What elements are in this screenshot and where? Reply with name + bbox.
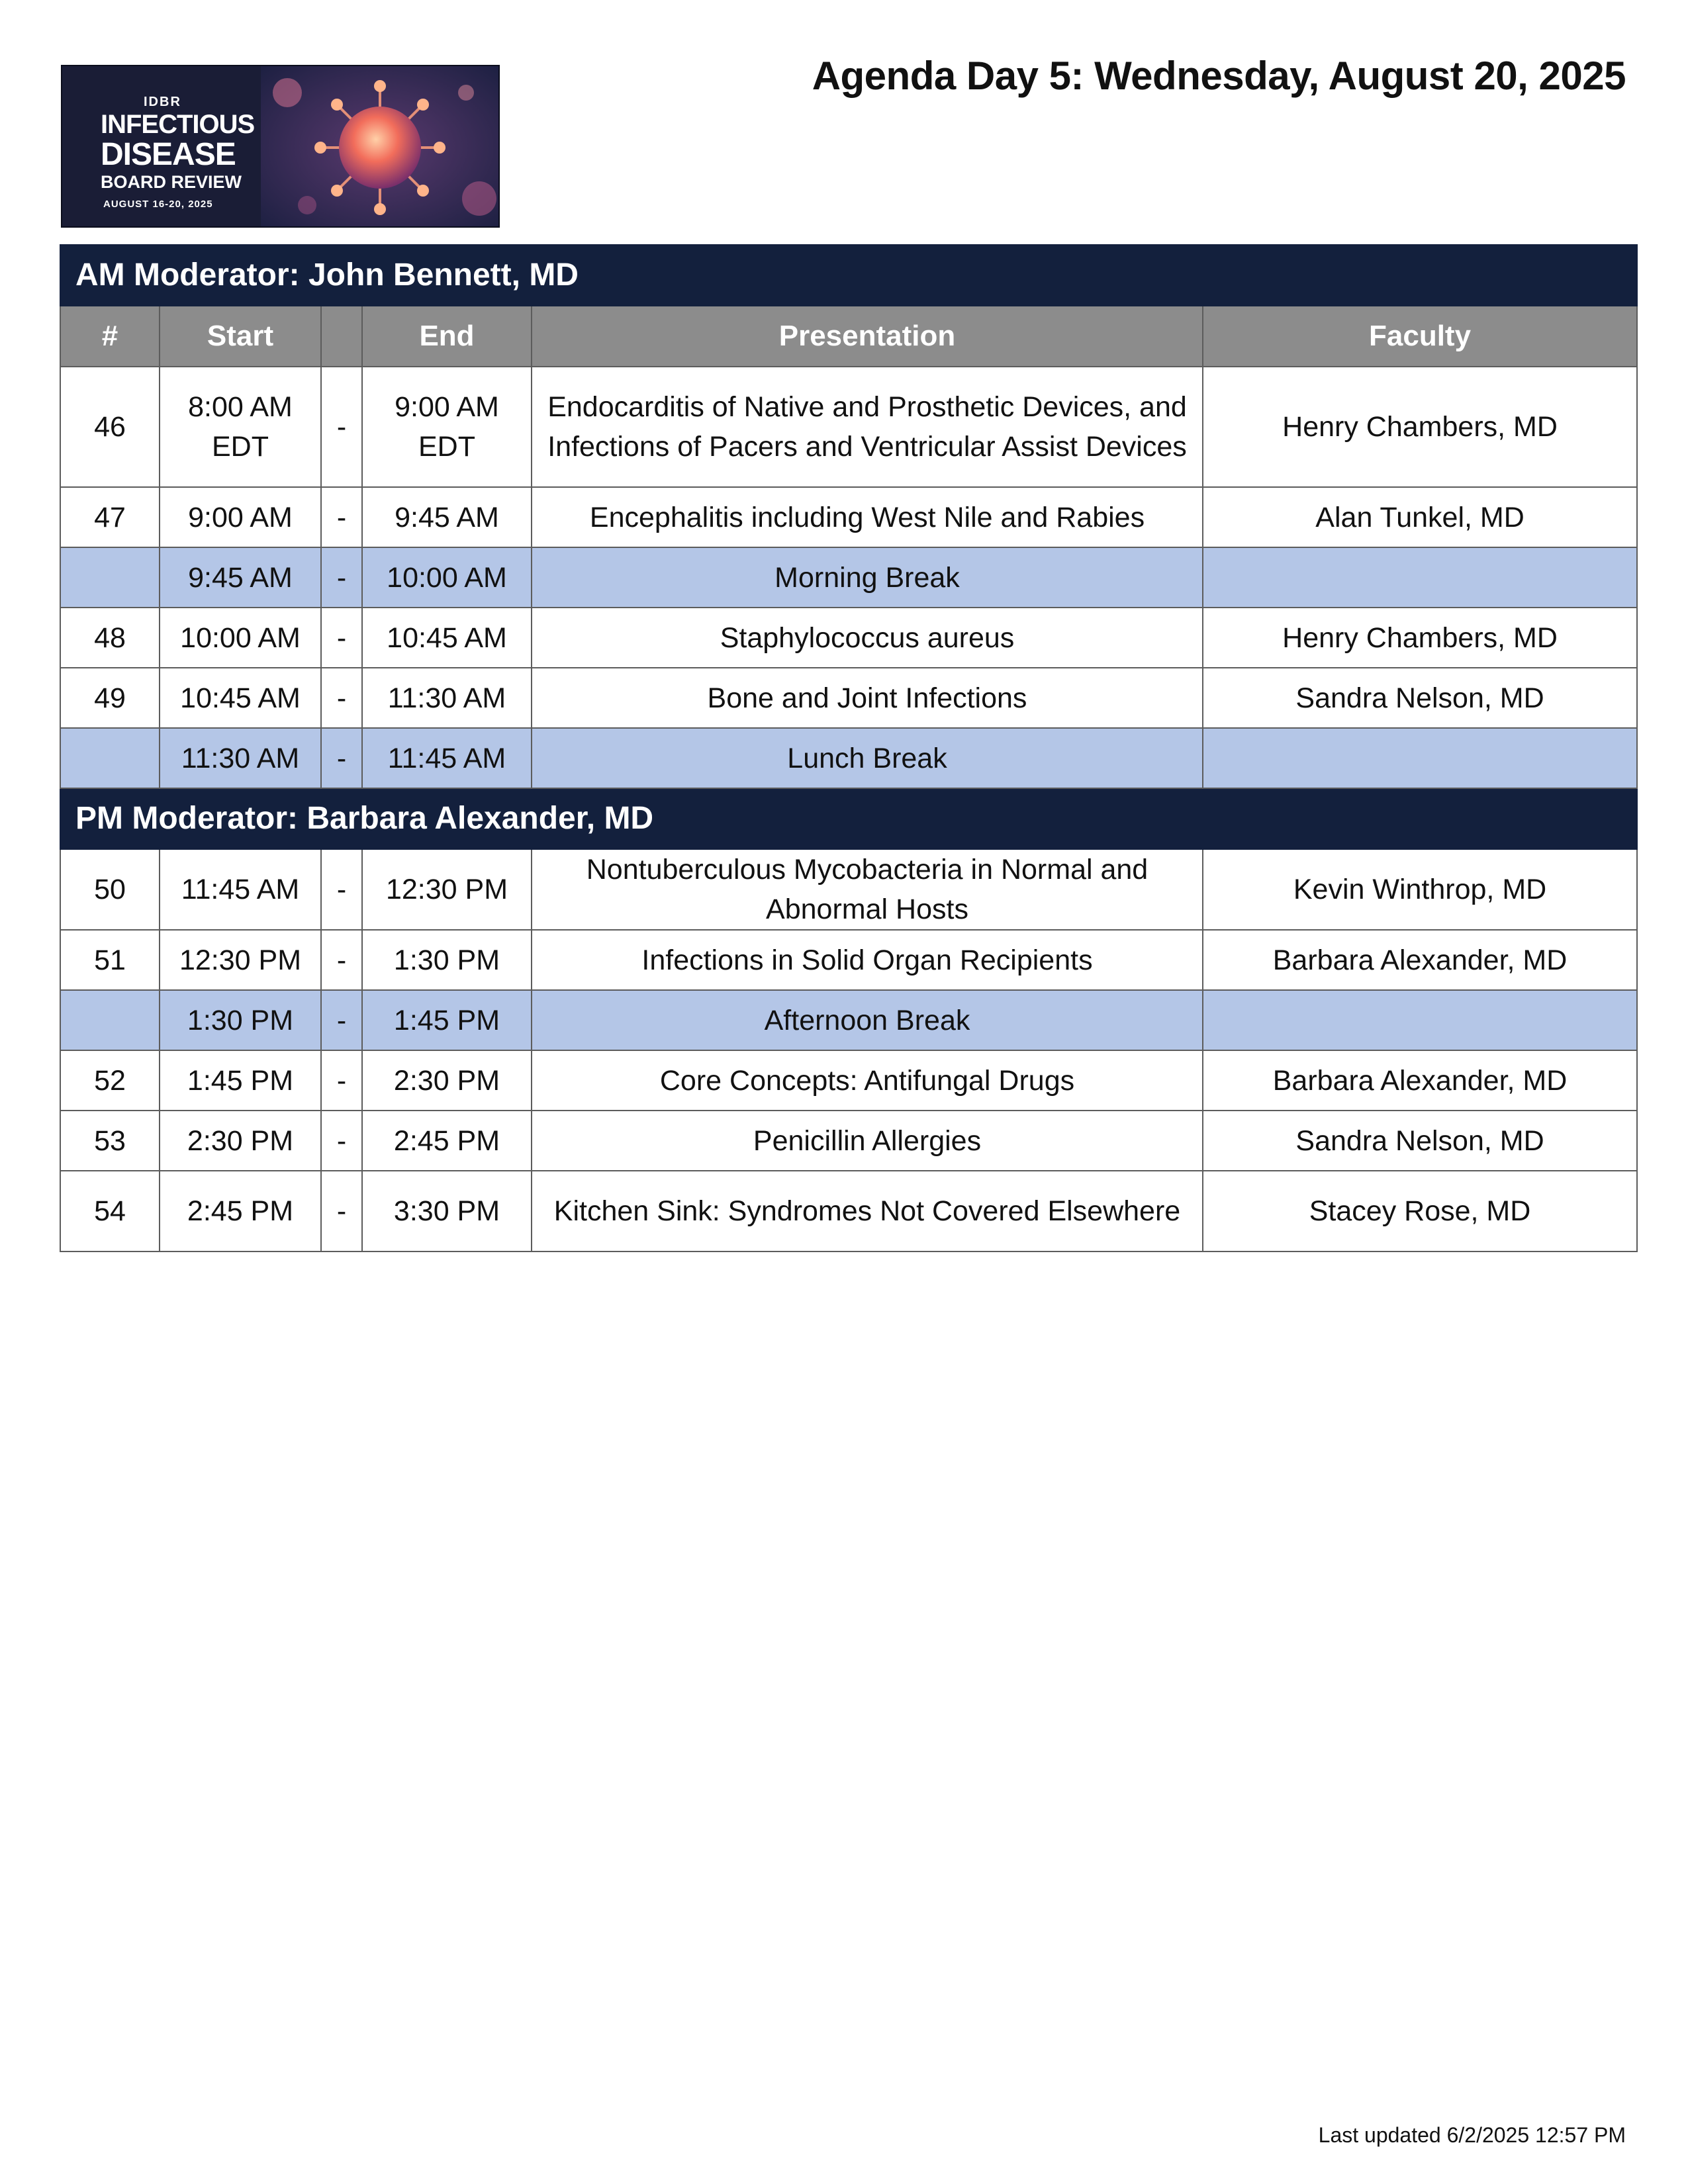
table-row <box>60 668 1637 728</box>
cell-end: 12:30 PM <box>362 849 532 930</box>
table-row <box>60 849 1637 930</box>
agenda-body <box>60 245 1637 1251</box>
header-start: Start <box>160 306 321 367</box>
cell-num: 47 <box>60 487 160 547</box>
cell-num <box>60 728 160 788</box>
cell-num: 48 <box>60 608 160 668</box>
cell-sep: - <box>321 608 362 668</box>
agenda-table <box>60 244 1638 1252</box>
cell-presentation: Afternoon Break <box>532 990 1203 1050</box>
break-row <box>60 990 1637 1050</box>
cell-start: 10:45 AM <box>160 668 321 728</box>
cell-end: 9:00 AM EDT <box>362 367 532 487</box>
cell-num: 49 <box>60 668 160 728</box>
cell-sep: - <box>321 849 362 930</box>
cell-sep: - <box>321 1111 362 1171</box>
header-presentation: Presentation <box>532 306 1203 367</box>
cell-faculty: Sandra Nelson, MD <box>1203 1111 1637 1171</box>
cell-end: 1:45 PM <box>362 990 532 1050</box>
logo-line-2: INFECTIOUS <box>101 110 255 139</box>
table-row <box>60 367 1637 487</box>
cell-end: 2:30 PM <box>362 1050 532 1111</box>
table-header-row <box>60 306 1637 367</box>
am-moderator-row <box>60 245 1637 306</box>
cell-faculty: Barbara Alexander, MD <box>1203 930 1637 990</box>
cell-presentation: Infections in Solid Organ Recipients <box>532 930 1203 990</box>
cell-end: 2:45 PM <box>362 1111 532 1171</box>
table-row <box>60 487 1637 547</box>
cell-start: 9:45 AM <box>160 547 321 608</box>
header-num: # <box>60 306 160 367</box>
cell-presentation: Encephalitis including West Nile and Rabies <box>532 487 1203 547</box>
cell-start: 9:00 AM <box>160 487 321 547</box>
cell-presentation: Penicillin Allergies <box>532 1111 1203 1171</box>
cell-presentation: Staphylococcus aureus <box>532 608 1203 668</box>
cell-num <box>60 990 160 1050</box>
pm-moderator: PM Moderator: Barbara Alexander, MD <box>60 788 1637 849</box>
cell-end: 11:45 AM <box>362 728 532 788</box>
cell-sep: - <box>321 547 362 608</box>
logo-line-3: DISEASE <box>101 137 236 172</box>
cell-presentation: Bone and Joint Infections <box>532 668 1203 728</box>
break-row <box>60 728 1637 788</box>
cell-sep: - <box>321 367 362 487</box>
cell-faculty: Stacey Rose, MD <box>1203 1171 1637 1251</box>
virus-illustration <box>261 66 500 228</box>
cell-sep: - <box>321 990 362 1050</box>
conference-logo <box>61 65 500 228</box>
cell-start: 2:45 PM <box>160 1171 321 1251</box>
cell-start: 10:00 AM <box>160 608 321 668</box>
table-row <box>60 608 1637 668</box>
cell-presentation: Lunch Break <box>532 728 1203 788</box>
cell-num: 46 <box>60 367 160 487</box>
break-row <box>60 547 1637 608</box>
cell-faculty: Alan Tunkel, MD <box>1203 487 1637 547</box>
cell-start: 2:30 PM <box>160 1111 321 1171</box>
cell-sep: - <box>321 668 362 728</box>
cell-presentation: Endocarditis of Native and Prosthetic Devices, and Infections of Pacers and Ventricular Assist Devices <box>532 367 1203 487</box>
cell-faculty: Henry Chambers, MD <box>1203 367 1637 487</box>
cell-faculty <box>1203 547 1637 608</box>
cell-sep: - <box>321 728 362 788</box>
cell-sep: - <box>321 1050 362 1111</box>
cell-faculty: Kevin Winthrop, MD <box>1203 849 1637 930</box>
cell-start: 8:00 AM EDT <box>160 367 321 487</box>
cell-sep: - <box>321 930 362 990</box>
cell-num: 53 <box>60 1111 160 1171</box>
header-end: End <box>362 306 532 367</box>
logo-line-5: AUGUST 16-20, 2025 <box>103 199 213 210</box>
cell-sep: - <box>321 487 362 547</box>
cell-num: 54 <box>60 1171 160 1251</box>
header-faculty: Faculty <box>1203 306 1637 367</box>
cell-end: 10:00 AM <box>362 547 532 608</box>
table-row <box>60 1171 1637 1251</box>
am-moderator: AM Moderator: John Bennett, MD <box>60 245 1637 306</box>
cell-num <box>60 547 160 608</box>
table-row <box>60 1050 1637 1111</box>
cell-faculty <box>1203 728 1637 788</box>
cell-start: 11:45 AM <box>160 849 321 930</box>
cell-start: 11:30 AM <box>160 728 321 788</box>
cell-end: 1:30 PM <box>362 930 532 990</box>
cell-presentation: Core Concepts: Antifungal Drugs <box>532 1050 1203 1111</box>
cell-presentation: Nontuberculous Mycobacteria in Normal and Abnormal Hosts <box>532 849 1203 930</box>
cell-end: 11:30 AM <box>362 668 532 728</box>
page-title: Agenda Day 5: Wednesday, August 20, 2025 <box>812 54 1626 98</box>
cell-num: 50 <box>60 849 160 930</box>
cell-faculty <box>1203 990 1637 1050</box>
table-row <box>60 930 1637 990</box>
pm-moderator-row <box>60 788 1637 849</box>
table-row <box>60 1111 1637 1171</box>
cell-sep: - <box>321 1171 362 1251</box>
cell-faculty: Barbara Alexander, MD <box>1203 1050 1637 1111</box>
logo-line-1: IDBR <box>144 95 181 109</box>
cell-end: 3:30 PM <box>362 1171 532 1251</box>
cell-num: 52 <box>60 1050 160 1111</box>
cell-faculty: Sandra Nelson, MD <box>1203 668 1637 728</box>
logo-line-4: BOARD REVIEW <box>101 172 242 192</box>
cell-faculty: Henry Chambers, MD <box>1203 608 1637 668</box>
cell-num: 51 <box>60 930 160 990</box>
cell-start: 12:30 PM <box>160 930 321 990</box>
logo-wordmark <box>74 95 279 209</box>
cell-start: 1:45 PM <box>160 1050 321 1111</box>
header-sep <box>321 306 362 367</box>
cell-end: 10:45 AM <box>362 608 532 668</box>
cell-presentation: Kitchen Sink: Syndromes Not Covered Elsewhere <box>532 1171 1203 1251</box>
cell-end: 9:45 AM <box>362 487 532 547</box>
last-updated: Last updated 6/2/2025 12:57 PM <box>1318 2123 1626 2147</box>
cell-start: 1:30 PM <box>160 990 321 1050</box>
cell-presentation: Morning Break <box>532 547 1203 608</box>
